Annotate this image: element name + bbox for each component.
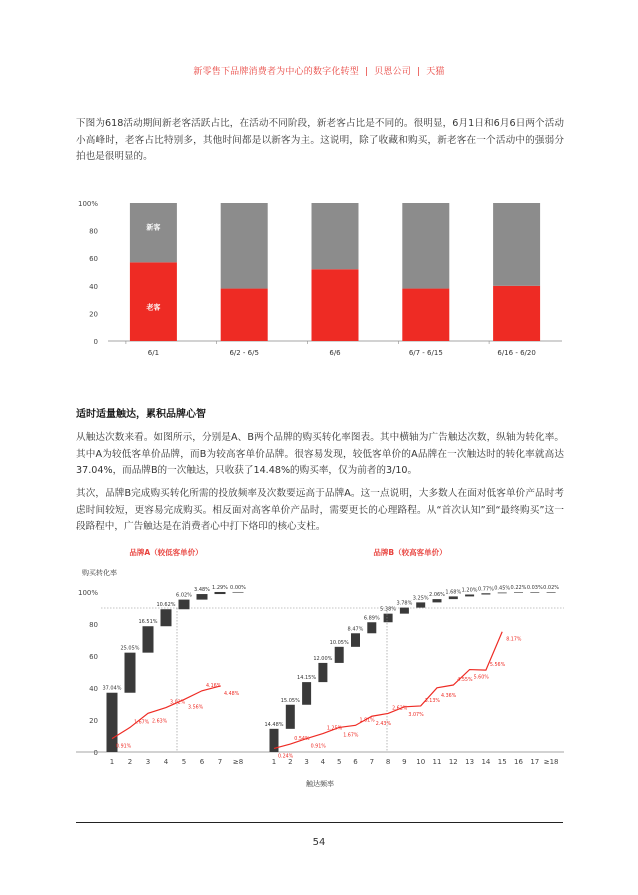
bar-value-label: 8.47%: [347, 626, 364, 633]
bar-value-label: 12.00%: [313, 655, 333, 662]
bar-value-label: 16.51%: [138, 619, 158, 626]
x-tick-label: 2: [127, 758, 133, 766]
waterfall-bar: [433, 599, 442, 602]
waterfall-bar: [302, 682, 311, 705]
x-tick-label: 7: [369, 758, 375, 766]
bar-value-label: 10.05%: [329, 639, 349, 646]
y-tick-label: 40: [89, 282, 98, 291]
x-tick-label: 10: [416, 758, 426, 766]
waterfall-bar: [179, 600, 190, 610]
waterfall-bar: [318, 663, 327, 682]
waterfall-bar: [384, 614, 393, 623]
line-value-label: 4.55%: [457, 678, 473, 684]
x-tick-label: 6/6: [329, 349, 341, 357]
bar-value-label: 10.62%: [156, 602, 176, 609]
bar-value-label: 0.45%: [494, 585, 511, 592]
x-tick-label: 5: [336, 758, 342, 766]
bar-old-customers: [312, 269, 359, 341]
line-value-label: 4.16%: [206, 683, 222, 689]
line-value-label: 0.24%: [278, 754, 294, 760]
bar-new-customers: [402, 203, 449, 289]
waterfall-bar: [125, 653, 136, 693]
y-tick-label: 100%: [77, 589, 98, 597]
y-axis-label: 购买转化率: [82, 569, 117, 577]
waterfall-bar: [367, 622, 376, 633]
line-value-label: 2.63%: [152, 719, 168, 725]
waterfall-bar: [449, 596, 458, 599]
waterfall-bar: [514, 592, 523, 593]
line-value-label: 3.02%: [170, 700, 186, 706]
bar-value-label: 1.29%: [212, 584, 228, 591]
line-value-label: 4.48%: [224, 692, 240, 698]
bar-value-label: 5.38%: [380, 606, 397, 613]
x-tick-label: 13: [465, 758, 475, 766]
x-tick-label: 5: [181, 758, 187, 766]
bar-old-customers: [493, 286, 540, 341]
line-value-label: 5.56%: [489, 663, 506, 669]
header-title: 新零售下品牌消费者为中心的数字化转型: [193, 67, 359, 77]
paragraph-3: 其次，品牌B完成购买转化所需的投放频率及次数要远高于品牌A。这一点说明，大多数人在面对低客单价产品时考虑时间较短，更容易完成购买。相反面对高客单价产品时，需要更长的心理路程。从“首次认知”到“最终购买”这一段路程中，广告触达是在消费者心中打下烙印的核心支柱。: [76, 488, 564, 532]
y-tick-label: 0: [93, 338, 98, 346]
x-tick-label: 6/1: [147, 349, 160, 357]
x-tick-label: 1: [109, 758, 115, 766]
x-tick-label: ≥8: [232, 758, 244, 766]
page-header: 新零售下品牌消费者为中心的数字化转型 | 贝恩公司 | 天猫: [193, 67, 445, 77]
bar-new-customers: [312, 203, 359, 269]
bar-old-customers: [130, 262, 177, 341]
chart-title-brand-b: 品牌B（较高客单价）: [373, 548, 447, 557]
bar-new-customers: [221, 203, 268, 289]
page-number: 54: [312, 837, 326, 848]
line-value-label: 0.54%: [294, 737, 310, 743]
bar-value-label: 0.03%: [526, 585, 543, 592]
line-value-label: 2.62%: [392, 706, 408, 712]
y-tick-label: 20: [89, 310, 98, 319]
bar-old-customers: [402, 289, 449, 341]
conversion-charts: [76, 542, 566, 802]
line-value-label: 4.36%: [441, 693, 457, 699]
waterfall-bar: [233, 592, 244, 593]
waterfall-bar: [286, 705, 295, 729]
y-tick-label: 0: [93, 749, 98, 757]
x-tick-label: ≥18: [543, 758, 559, 766]
x-tick-label: 11: [432, 758, 442, 766]
bar-value-label: 2.06%: [429, 592, 445, 599]
conversion-line: [112, 686, 220, 739]
x-tick-label: 6: [199, 758, 205, 766]
bar-old-customers: [221, 289, 268, 341]
bar-value-label: 37.04%: [102, 685, 122, 692]
waterfall-bar: [530, 592, 539, 593]
intro-paragraph: 下图为618活动期间新老客活跃占比，在活动不同阶段，新老客占比是不同的。很明显，6月1日和6月6日两个活动小高峰时，老客占比特别多，其他时间都是以新客为主。这说明，除了收藏和购买，新老客在一个活动中的强弱分拍也是很明显的。: [76, 118, 564, 162]
waterfall-bar: [465, 594, 474, 596]
bar-value-label: 0.22%: [510, 585, 527, 592]
y-tick-label: 60: [89, 653, 98, 661]
x-tick-label: 4: [163, 758, 169, 766]
waterfall-bar: [107, 693, 118, 752]
bar-value-label: 14.48%: [264, 721, 284, 728]
line-value-label: 1.81%: [359, 718, 375, 724]
line-value-label: 3.56%: [188, 705, 204, 711]
line-value-label: 8.17%: [506, 637, 522, 643]
waterfall-bar: [143, 626, 154, 652]
paragraph-2: 从触达次数来看。如图所示，分别是A、B两个品牌的购买转化率图表。其中横轴为广告触达次数，纵轴为转化率。其中A为较低客单价品牌，而B为较高客单价品牌。很容易发现，较低客单价的A品牌在一次触达时的转化率就高达37.04%，而品牌B的一次触达，只收获了14.48%的购买率，仅为前者的3/10。: [76, 432, 564, 476]
bar-value-label: 6.89%: [363, 615, 380, 622]
line-value-label: 5.60%: [473, 675, 489, 681]
waterfall-bar: [400, 608, 409, 614]
x-tick-label: 6/7 - 6/15: [408, 349, 443, 357]
line-value-label: 1.67%: [343, 733, 359, 739]
chart-title-brand-a: 品牌A（较低客单价）: [129, 548, 203, 557]
x-tick-label: 15: [497, 758, 507, 766]
x-tick-label: 14: [481, 758, 491, 766]
waterfall-bar: [416, 602, 425, 607]
x-tick-label: 4: [320, 758, 326, 766]
line-value-label: 1.67%: [134, 720, 150, 726]
waterfall-bar: [481, 593, 490, 594]
legend-label-new: 新客: [146, 223, 161, 232]
x-tick-label: 2: [288, 758, 293, 766]
waterfall-bar: [215, 592, 226, 594]
line-value-label: 0.91%: [310, 744, 326, 750]
waterfall-bar: [335, 647, 344, 663]
y-tick-label: 80: [89, 227, 98, 236]
x-tick-label: 6: [353, 758, 358, 766]
x-tick-label: 12: [448, 758, 458, 766]
stacked-bar-chart: [70, 190, 570, 370]
bar-value-label: 3.78%: [396, 600, 413, 607]
line-value-label: 2.43%: [375, 722, 392, 728]
header-partner: 天猫: [426, 67, 445, 77]
x-tick-label: 3: [145, 758, 151, 766]
waterfall-bar: [270, 729, 279, 752]
legend-label-old: 老客: [146, 303, 161, 312]
waterfall-bar: [161, 609, 172, 626]
x-tick-label: 16: [514, 758, 523, 766]
y-tick-label: 20: [89, 717, 98, 725]
line-value-label: 0.91%: [116, 744, 132, 750]
bar-value-label: 0.02%: [543, 585, 560, 592]
waterfall-bar: [197, 594, 208, 600]
bar-value-label: 25.05%: [120, 645, 140, 652]
y-tick-label: 40: [89, 685, 98, 693]
waterfall-bar: [498, 593, 507, 594]
bar-new-customers: [130, 203, 177, 262]
bar-value-label: 0.00%: [230, 584, 246, 591]
x-tick-label: 3: [304, 758, 309, 766]
section-title: 适时适量触达，累积品牌心智: [76, 409, 206, 420]
x-tick-label: 6/2 - 6/5: [229, 349, 259, 357]
x-tick-label: 6/16 - 6/20: [497, 349, 536, 357]
x-tick-label: 1: [271, 758, 277, 766]
bar-value-label: 3.48%: [194, 587, 210, 594]
bar-value-label: 0.77%: [477, 586, 494, 593]
bar-value-label: 15.05%: [280, 697, 300, 704]
bar-value-label: 14.15%: [297, 675, 317, 682]
header-company: 贝恩公司: [374, 67, 411, 77]
line-value-label: 3.13%: [424, 698, 440, 704]
bar-value-label: 3.25%: [412, 595, 429, 602]
x-tick-label: 7: [217, 758, 223, 766]
bar-value-label: 1.68%: [445, 589, 462, 596]
bar-value-label: 6.02%: [176, 592, 192, 599]
x-axis-label: 触达频率: [306, 780, 334, 788]
waterfall-bar: [547, 592, 556, 593]
bar-value-label: 1.20%: [461, 587, 478, 594]
bar-new-customers: [493, 203, 540, 286]
footer-rule: [76, 822, 563, 823]
x-tick-label: 17: [530, 758, 540, 766]
y-tick-label: 60: [89, 255, 98, 264]
x-tick-label: 8: [385, 758, 391, 766]
line-value-label: 3.07%: [408, 712, 424, 718]
y-tick-label: 100%: [77, 200, 98, 208]
waterfall-bar: [351, 633, 360, 647]
x-tick-label: 9: [402, 758, 407, 766]
y-tick-label: 80: [89, 621, 98, 629]
line-value-label: 1.25%: [326, 726, 343, 732]
